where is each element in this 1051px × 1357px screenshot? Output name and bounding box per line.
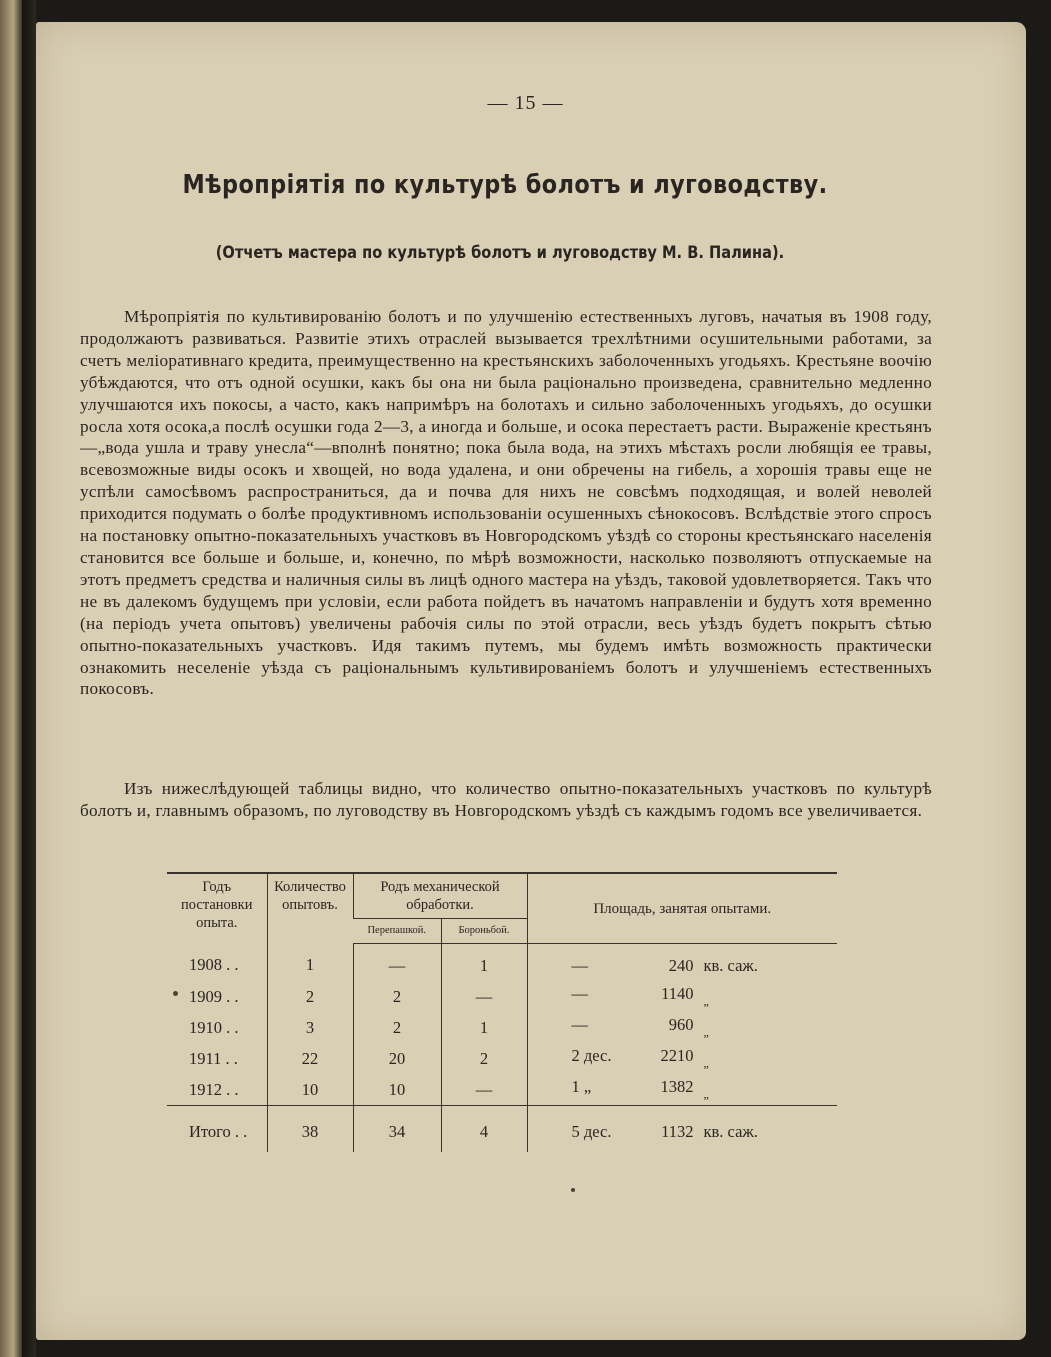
area-unit: „ <box>703 1056 709 1070</box>
header-area: Площадь, занятая опытами. <box>527 873 837 944</box>
cell-ploughing: 20 <box>353 1043 441 1074</box>
cell-count: 1 <box>267 944 353 982</box>
area-value: 2210 <box>660 1046 694 1065</box>
area-prefix: — <box>571 1015 588 1034</box>
table-row <box>167 1043 837 1074</box>
cell-ploughing: 2 <box>353 981 441 1012</box>
cell-year: 1910 . . <box>189 1017 239 1037</box>
table-row <box>167 1012 837 1043</box>
facing-page-edge <box>0 0 22 1357</box>
cell-year: 1908 . . <box>189 955 239 975</box>
area-unit: кв. саж. <box>703 1122 758 1141</box>
cell-year: 1911 . . <box>189 1048 238 1068</box>
area-value: 240 <box>668 955 694 975</box>
cell-area <box>527 944 837 982</box>
area-value: 1132 <box>661 1122 694 1141</box>
cell-year: 1909 . . <box>189 986 239 1006</box>
header-count: Количество опытовъ. <box>267 873 353 944</box>
paragraph-2: Изъ нижеслѣдующей таблицы видно, что количество опытно-показательныхъ участковъ по культурѣ болотъ и, главнымъ образомъ, по луговодству въ Новгородскомъ уѣздѣ съ каждымъ годомъ все увеличивается. <box>80 779 932 820</box>
cell-ploughing: — <box>353 944 441 982</box>
area-value: 1382 <box>660 1077 694 1096</box>
area-value: 1140 <box>661 984 694 1003</box>
cell-area <box>527 1074 837 1106</box>
area-prefix: 1 „ <box>571 1077 592 1096</box>
cell-count: 3 <box>267 1012 353 1043</box>
cell-harrowing: — <box>441 981 527 1012</box>
cell-area <box>527 1012 837 1043</box>
cell-area <box>527 1043 837 1074</box>
cell-area <box>527 1106 837 1153</box>
cell-count: 22 <box>267 1043 353 1074</box>
cell-count: 2 <box>267 981 353 1012</box>
page-number: — 15 — <box>487 92 564 114</box>
section-subtitle: (Отчетъ мастера по культурѣ болотъ и луговодству М. В. Палина). <box>215 243 785 263</box>
experiments-table <box>167 872 837 1152</box>
cell-harrowing: 4 <box>441 1106 527 1153</box>
area-value: 960 <box>668 1015 694 1034</box>
cell-area <box>527 981 837 1012</box>
book-gutter <box>22 0 36 1357</box>
cell-count: 10 <box>267 1074 353 1106</box>
paragraph-1: Мѣропріятія по культивированію болотъ и по улучшенію естественныхъ луговъ, начатыя въ 1908 году, продолжаютъ развиваться. Развитіе этихъ отраслей вызывается трехлѣтними осушительными работами, за счетъ меліоративнаго кредита, преимущественно на крестьянскихъ заболоченныхъ угодьяхъ. Крестьяне воочію убѣждаются, что отъ одной осушки, какъ бы она ни была раціонально произведена, сравнительно медленно улучшаются ихъ покосы, а часто, какъ напримѣръ на болотахъ и сильно заболоченныхъ угодьяхъ, до осушки росла хотя осока,а послѣ осушки года 2—3, а иногда и больше, и осока перестаетъ расти. Выраженіе крестьянъ—„вода ушла и траву унесла“—вполнѣ понятно; пока была вода, на этихъ мѣстахъ росли любящія ее травы, всевозможные виды осокъ и хвощей, но вода удалена, и они обречены на гибель, а хорошія травы еще не успѣли самосѣвомъ распространиться, да и почва для нихъ не совсѣмъ подходящая, и волей неволей приходится подумать о болѣе продуктивномъ использованіи осушенныхъ сѣнокосовъ. Вслѣдствіе этого спросъ на постановку опытно-показательныхъ участковъ въ Новгородскомъ уѣздѣ со стороны крестьянскаго населенія становится все больше и больше, и, конечно, по мѣрѣ возможности, насколько позволяютъ отпускаемые на этотъ предметъ средства и наличныя силы въ лицѣ одного мастера на уѣздъ, таковой удовлетворяется. Такъ что не въ далекомъ будущемъ при условіи, если работа пойдетъ въ начатомъ направленіи и будутъ хотя временно (на періодъ учета опытовъ) увеличены рабочія силы по этой отрасли, весь уѣздъ будетъ покрытъ сѣтью опытно-показательныхъ участковъ. Идя такимъ путемъ, мы будемъ имѣть возможность практически ознакомить неселеніе уѣзда съ раціональнымъ культивированіемъ болотъ и улучшеніемъ естественныхъ покосовъ. <box>80 307 932 699</box>
cell-harrowing: 2 <box>441 1043 527 1074</box>
cell-harrowing: — <box>441 1074 527 1106</box>
cell-harrowing: 1 <box>441 944 527 982</box>
area-unit: „ <box>703 1087 709 1101</box>
header-ploughing: Перепашкой. <box>353 919 441 944</box>
area-unit: кв. саж. <box>703 955 758 975</box>
area-prefix: — <box>571 984 588 1003</box>
header-method: Родъ механической обработки. <box>353 873 527 919</box>
area-prefix: 2 дес. <box>571 1046 612 1065</box>
section-title: Мѣропріятія по культурѣ болотъ и луговодству. <box>182 170 828 200</box>
area-prefix: — <box>571 955 588 975</box>
ink-speck <box>571 1188 575 1192</box>
table-row <box>167 944 837 982</box>
cell-harrowing: 1 <box>441 1012 527 1043</box>
cell-year: Итого . . <box>167 1106 267 1153</box>
header-year: Годъ постановки опыта. <box>167 873 267 944</box>
cell-ploughing: 10 <box>353 1074 441 1106</box>
header-harrowing: Бороньбой. <box>441 919 527 944</box>
cell-ploughing: 34 <box>353 1106 441 1153</box>
cell-ploughing: 2 <box>353 1012 441 1043</box>
cell-count: 38 <box>267 1106 353 1153</box>
table-total-row <box>167 1106 837 1153</box>
table-row <box>167 981 837 1012</box>
area-unit: „ <box>703 1025 709 1039</box>
cell-year: 1912 . . <box>189 1079 239 1099</box>
area-prefix: 5 дес. <box>571 1122 612 1141</box>
table-row <box>167 1074 837 1106</box>
area-unit: „ <box>703 994 709 1008</box>
ink-speck <box>173 991 178 996</box>
